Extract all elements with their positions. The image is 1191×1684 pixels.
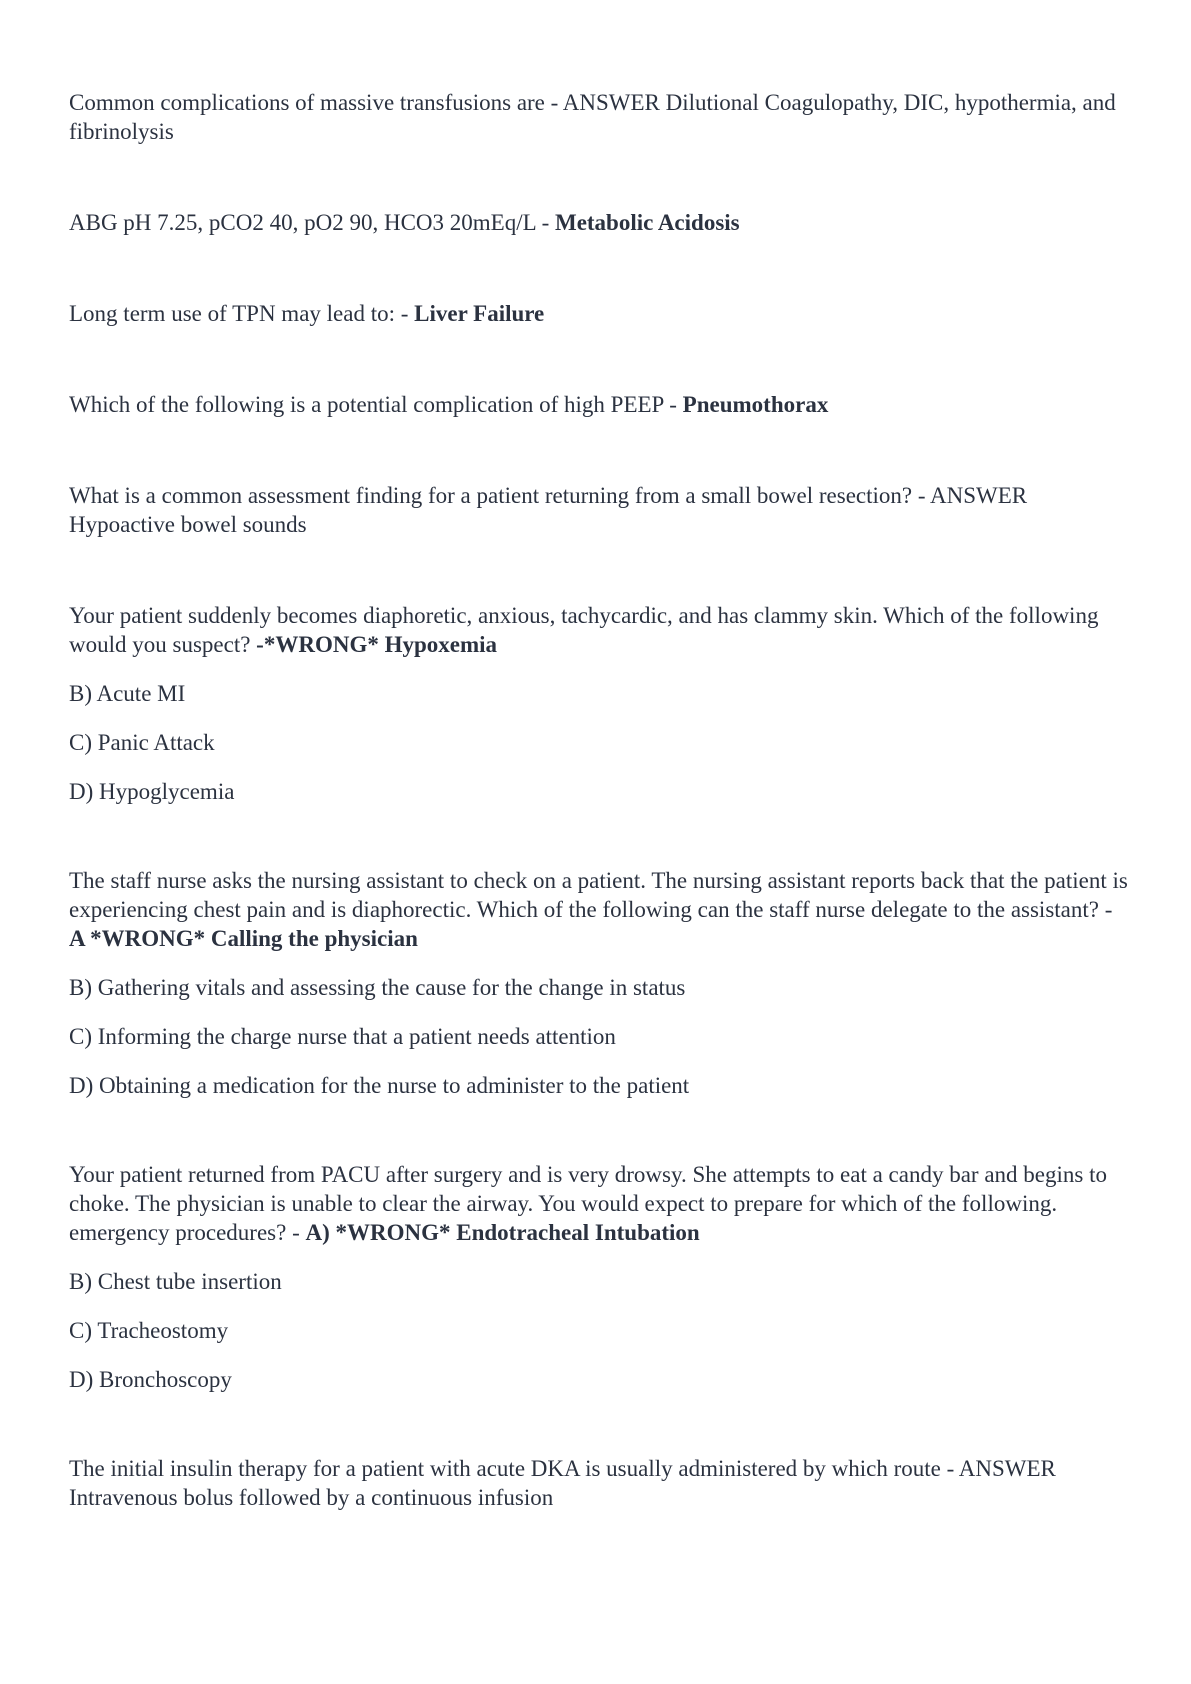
option-d: D) Hypoglycemia xyxy=(69,779,235,804)
spacer xyxy=(69,237,1129,299)
option-c: C) Tracheostomy xyxy=(69,1318,229,1343)
question-1 xyxy=(69,88,1129,146)
answer-text: Metabolic Acidosis xyxy=(554,210,740,235)
option-b: B) Chest tube insertion xyxy=(69,1269,282,1294)
question-text: Your patient returned from PACU after surgery and is very drowsy. She attempts to eat a candy bar and begins to choke. The physician is unable to clear the airway. You would expect to prepare for which of the following. emergency procedures? - xyxy=(69,1162,1107,1245)
option-b: B) Acute MI xyxy=(69,681,186,706)
question-7 xyxy=(69,866,1129,953)
option-c: C) Panic Attack xyxy=(69,730,215,755)
question-2 xyxy=(69,208,1129,237)
spacer xyxy=(69,1100,1129,1160)
question-text: ABG pH 7.25, pCO2 40, pO2 90, HCO3 20mEq/L - xyxy=(69,210,555,235)
spacer xyxy=(69,539,1129,601)
answer-text: Liver Failure xyxy=(414,301,545,326)
question-text: The staff nurse asks the nursing assistant to check on a patient. The nursing assistant reports back that the patient is experiencing chest pain and is diaphorectic. Which of the following can the staff nurse delegate to the assistant? - xyxy=(69,868,1128,922)
spacer xyxy=(69,806,1129,866)
question-text: Common complications of massive transfusions are - ANSWER Dilutional Coagulopathy, DIC, hypothermia, and fibrinolysis xyxy=(69,90,1116,144)
question-5 xyxy=(69,481,1129,539)
answer-text: A) *WRONG* Endotracheal Intubation xyxy=(305,1220,700,1245)
option-c: C) Informing the charge nurse that a patient needs attention xyxy=(69,1024,616,1049)
question-text: The initial insulin therapy for a patient with acute DKA is usually administered by which route - ANSWER Intravenous bolus followed by a continuous infusion xyxy=(69,1456,1056,1510)
answer-text: Pneumothorax xyxy=(682,392,829,417)
question-4 xyxy=(69,390,1129,419)
option-d: D) Bronchoscopy xyxy=(69,1367,232,1392)
spacer xyxy=(69,146,1129,208)
spacer xyxy=(69,419,1129,481)
question-6 xyxy=(69,601,1129,659)
question-9 xyxy=(69,1454,1129,1512)
answer-text: -*WRONG* Hypoxemia xyxy=(256,632,498,657)
spacer xyxy=(69,328,1129,390)
question-8 xyxy=(69,1160,1129,1247)
question-text: Your patient suddenly becomes diaphoretic, anxious, tachycardic, and has clammy skin. Which of the following would you suspect? xyxy=(69,603,1099,657)
document-page xyxy=(69,88,1129,1512)
question-3 xyxy=(69,299,1129,328)
question-text: Which of the following is a potential complication of high PEEP - xyxy=(69,392,683,417)
spacer xyxy=(69,1394,1129,1454)
question-text: What is a common assessment finding for a patient returning from a small bowel resection? - ANSWER Hypoactive bowel sounds xyxy=(69,483,1028,537)
option-d: D) Obtaining a medication for the nurse to administer to the patient xyxy=(69,1073,690,1098)
question-text: Long term use of TPN may lead to: - xyxy=(69,301,415,326)
answer-text: A *WRONG* Calling the physician xyxy=(69,926,418,951)
option-b: B) Gathering vitals and assessing the cause for the change in status xyxy=(69,975,686,1000)
